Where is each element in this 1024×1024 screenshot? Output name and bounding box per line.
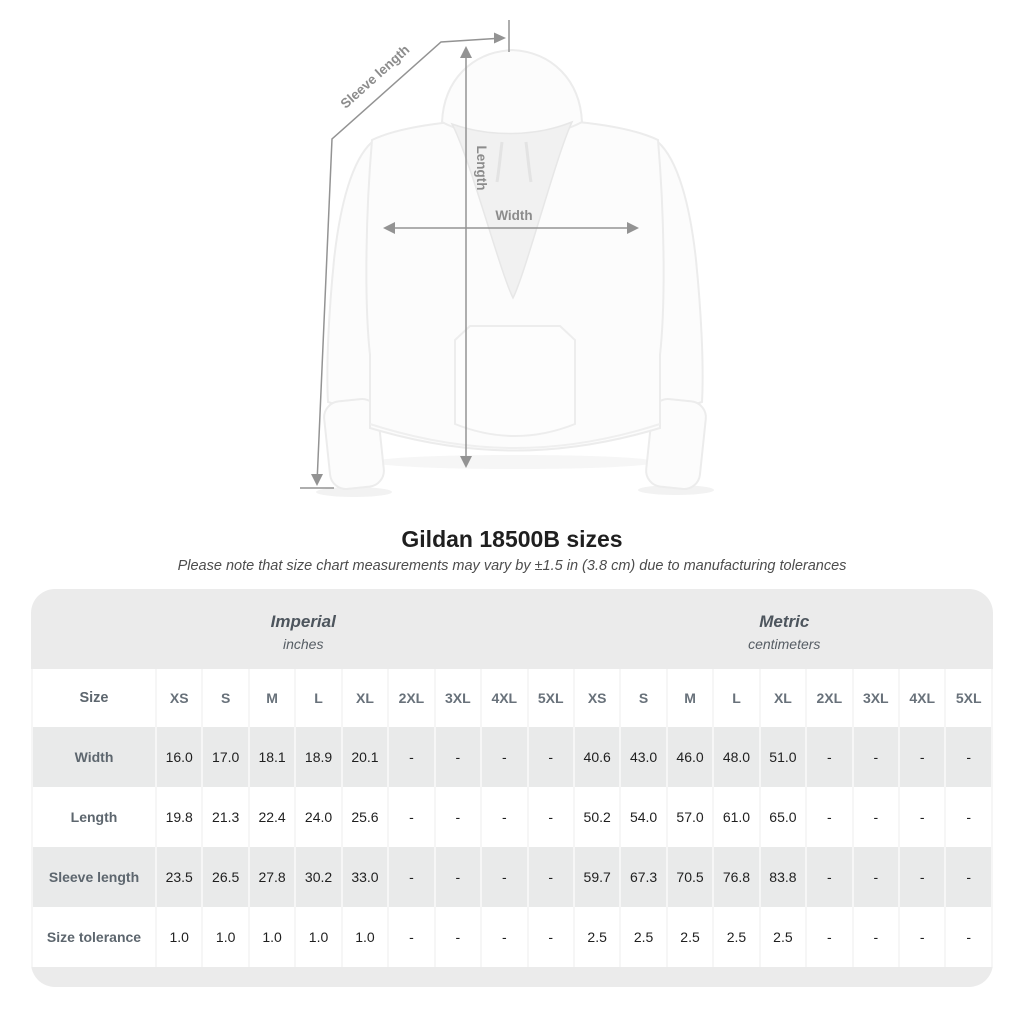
cell-imperial-4xl: - bbox=[482, 907, 526, 967]
size-chart-card bbox=[31, 589, 993, 987]
cell-imperial-xs: 16.0 bbox=[157, 727, 201, 787]
imperial-subheading: inches bbox=[283, 636, 324, 652]
cell-metric-xl: 51.0 bbox=[761, 727, 805, 787]
sleeve-length-label: Sleeve length bbox=[337, 41, 413, 112]
hoodie-hood bbox=[442, 50, 582, 137]
cell-imperial-m: 27.8 bbox=[250, 847, 294, 907]
cell-metric-4xl: - bbox=[900, 907, 944, 967]
cell-metric-l: 48.0 bbox=[714, 727, 758, 787]
cell-metric-5xl: - bbox=[946, 907, 991, 967]
cell-imperial-l: 24.0 bbox=[296, 787, 340, 847]
cell-imperial-3xl: - bbox=[436, 907, 480, 967]
size-col-metric-s: S bbox=[621, 669, 665, 727]
cell-metric-2xl: - bbox=[807, 907, 851, 967]
cell-imperial-5xl: - bbox=[529, 787, 573, 847]
cell-imperial-2xl: - bbox=[389, 847, 433, 907]
imperial-unit-group bbox=[31, 589, 575, 669]
cell-imperial-xl: 20.1 bbox=[343, 727, 387, 787]
cell-imperial-xs: 1.0 bbox=[157, 907, 201, 967]
hoodie-pocket bbox=[455, 326, 575, 436]
cell-metric-2xl: - bbox=[807, 847, 851, 907]
cell-imperial-m: 18.1 bbox=[250, 727, 294, 787]
cell-imperial-3xl: - bbox=[436, 727, 480, 787]
size-col-imperial-xl: XL bbox=[343, 669, 387, 727]
cell-metric-2xl: - bbox=[807, 727, 851, 787]
cell-imperial-xs: 23.5 bbox=[157, 847, 201, 907]
size-col-metric-3xl: 3XL bbox=[854, 669, 898, 727]
cell-imperial-5xl: - bbox=[529, 847, 573, 907]
row-label: Length bbox=[33, 787, 155, 847]
cell-metric-3xl: - bbox=[854, 787, 898, 847]
size-col-metric-5xl: 5XL bbox=[946, 669, 991, 727]
cell-metric-3xl: - bbox=[854, 847, 898, 907]
row-label: Size tolerance bbox=[33, 907, 155, 967]
size-col-imperial-2xl: 2XL bbox=[389, 669, 433, 727]
cell-imperial-3xl: - bbox=[436, 787, 480, 847]
cell-imperial-2xl: - bbox=[389, 787, 433, 847]
cell-metric-xl: 65.0 bbox=[761, 787, 805, 847]
length-label: Length bbox=[474, 145, 489, 191]
cell-imperial-2xl: - bbox=[389, 907, 433, 967]
size-col-imperial-4xl: 4XL bbox=[482, 669, 526, 727]
cell-imperial-l: 1.0 bbox=[296, 907, 340, 967]
cell-imperial-4xl: - bbox=[482, 847, 526, 907]
cell-metric-4xl: - bbox=[900, 727, 944, 787]
cell-metric-s: 2.5 bbox=[621, 907, 665, 967]
cell-imperial-s: 26.5 bbox=[203, 847, 247, 907]
metric-subheading: centimeters bbox=[748, 636, 821, 652]
table-row bbox=[33, 787, 991, 847]
row-label: Width bbox=[33, 727, 155, 787]
cell-metric-l: 76.8 bbox=[714, 847, 758, 907]
size-col-imperial-s: S bbox=[203, 669, 247, 727]
size-col-imperial-3xl: 3XL bbox=[436, 669, 480, 727]
size-col-metric-xl: XL bbox=[761, 669, 805, 727]
row-label: Sleeve length bbox=[33, 847, 155, 907]
cell-imperial-4xl: - bbox=[482, 787, 526, 847]
cell-imperial-s: 1.0 bbox=[203, 907, 247, 967]
size-col-metric-4xl: 4XL bbox=[900, 669, 944, 727]
cell-metric-m: 2.5 bbox=[668, 907, 712, 967]
cell-metric-s: 54.0 bbox=[621, 787, 665, 847]
cell-metric-s: 43.0 bbox=[621, 727, 665, 787]
cell-metric-4xl: - bbox=[900, 787, 944, 847]
size-col-imperial-5xl: 5XL bbox=[529, 669, 573, 727]
cell-metric-l: 2.5 bbox=[714, 907, 758, 967]
cell-imperial-xl: 33.0 bbox=[343, 847, 387, 907]
size-col-imperial-m: M bbox=[250, 669, 294, 727]
cell-metric-s: 67.3 bbox=[621, 847, 665, 907]
size-col-imperial-xs: XS bbox=[157, 669, 201, 727]
table-row bbox=[33, 907, 991, 967]
cell-imperial-m: 1.0 bbox=[250, 907, 294, 967]
cell-metric-xs: 2.5 bbox=[575, 907, 619, 967]
cell-metric-3xl: - bbox=[854, 727, 898, 787]
cell-metric-5xl: - bbox=[946, 847, 991, 907]
cell-imperial-xs: 19.8 bbox=[157, 787, 201, 847]
cell-imperial-xl: 25.6 bbox=[343, 787, 387, 847]
size-col-metric-l: L bbox=[714, 669, 758, 727]
size-chart-table bbox=[31, 669, 993, 967]
size-col-metric-2xl: 2XL bbox=[807, 669, 851, 727]
table-row bbox=[33, 727, 991, 787]
cell-metric-5xl: - bbox=[946, 727, 991, 787]
cell-metric-m: 57.0 bbox=[668, 787, 712, 847]
cell-metric-xl: 83.8 bbox=[761, 847, 805, 907]
units-band bbox=[31, 589, 993, 669]
cell-imperial-2xl: - bbox=[389, 727, 433, 787]
hoodie-illustration bbox=[323, 50, 708, 491]
page-title: Gildan 18500B sizes bbox=[401, 526, 623, 552]
table-row bbox=[33, 847, 991, 907]
cell-metric-xs: 59.7 bbox=[575, 847, 619, 907]
cell-metric-4xl: - bbox=[900, 847, 944, 907]
page-subtitle: Please note that size chart measurements may vary by ±1.5 in (3.8 cm) due to manufacturing tolerances bbox=[177, 558, 847, 574]
cell-imperial-l: 18.9 bbox=[296, 727, 340, 787]
cell-imperial-s: 17.0 bbox=[203, 727, 247, 787]
cell-imperial-l: 30.2 bbox=[296, 847, 340, 907]
cell-metric-xs: 50.2 bbox=[575, 787, 619, 847]
imperial-heading: Imperial bbox=[270, 612, 336, 631]
cell-imperial-4xl: - bbox=[482, 727, 526, 787]
cell-metric-2xl: - bbox=[807, 787, 851, 847]
size-col-metric-xs: XS bbox=[575, 669, 619, 727]
metric-unit-group bbox=[575, 589, 993, 669]
size-header-row bbox=[33, 669, 991, 727]
size-column-header: Size bbox=[33, 669, 155, 727]
cell-imperial-3xl: - bbox=[436, 847, 480, 907]
size-col-imperial-l: L bbox=[296, 669, 340, 727]
cell-metric-xl: 2.5 bbox=[761, 907, 805, 967]
cell-metric-l: 61.0 bbox=[714, 787, 758, 847]
cell-metric-m: 70.5 bbox=[668, 847, 712, 907]
cell-metric-m: 46.0 bbox=[668, 727, 712, 787]
width-label: Width bbox=[495, 208, 533, 223]
cell-imperial-xl: 1.0 bbox=[343, 907, 387, 967]
cell-imperial-m: 22.4 bbox=[250, 787, 294, 847]
cell-metric-3xl: - bbox=[854, 907, 898, 967]
cell-imperial-5xl: - bbox=[529, 727, 573, 787]
cell-metric-xs: 40.6 bbox=[575, 727, 619, 787]
cell-metric-5xl: - bbox=[946, 787, 991, 847]
metric-heading: Metric bbox=[759, 612, 810, 631]
size-col-metric-m: M bbox=[668, 669, 712, 727]
cell-imperial-5xl: - bbox=[529, 907, 573, 967]
cell-imperial-s: 21.3 bbox=[203, 787, 247, 847]
